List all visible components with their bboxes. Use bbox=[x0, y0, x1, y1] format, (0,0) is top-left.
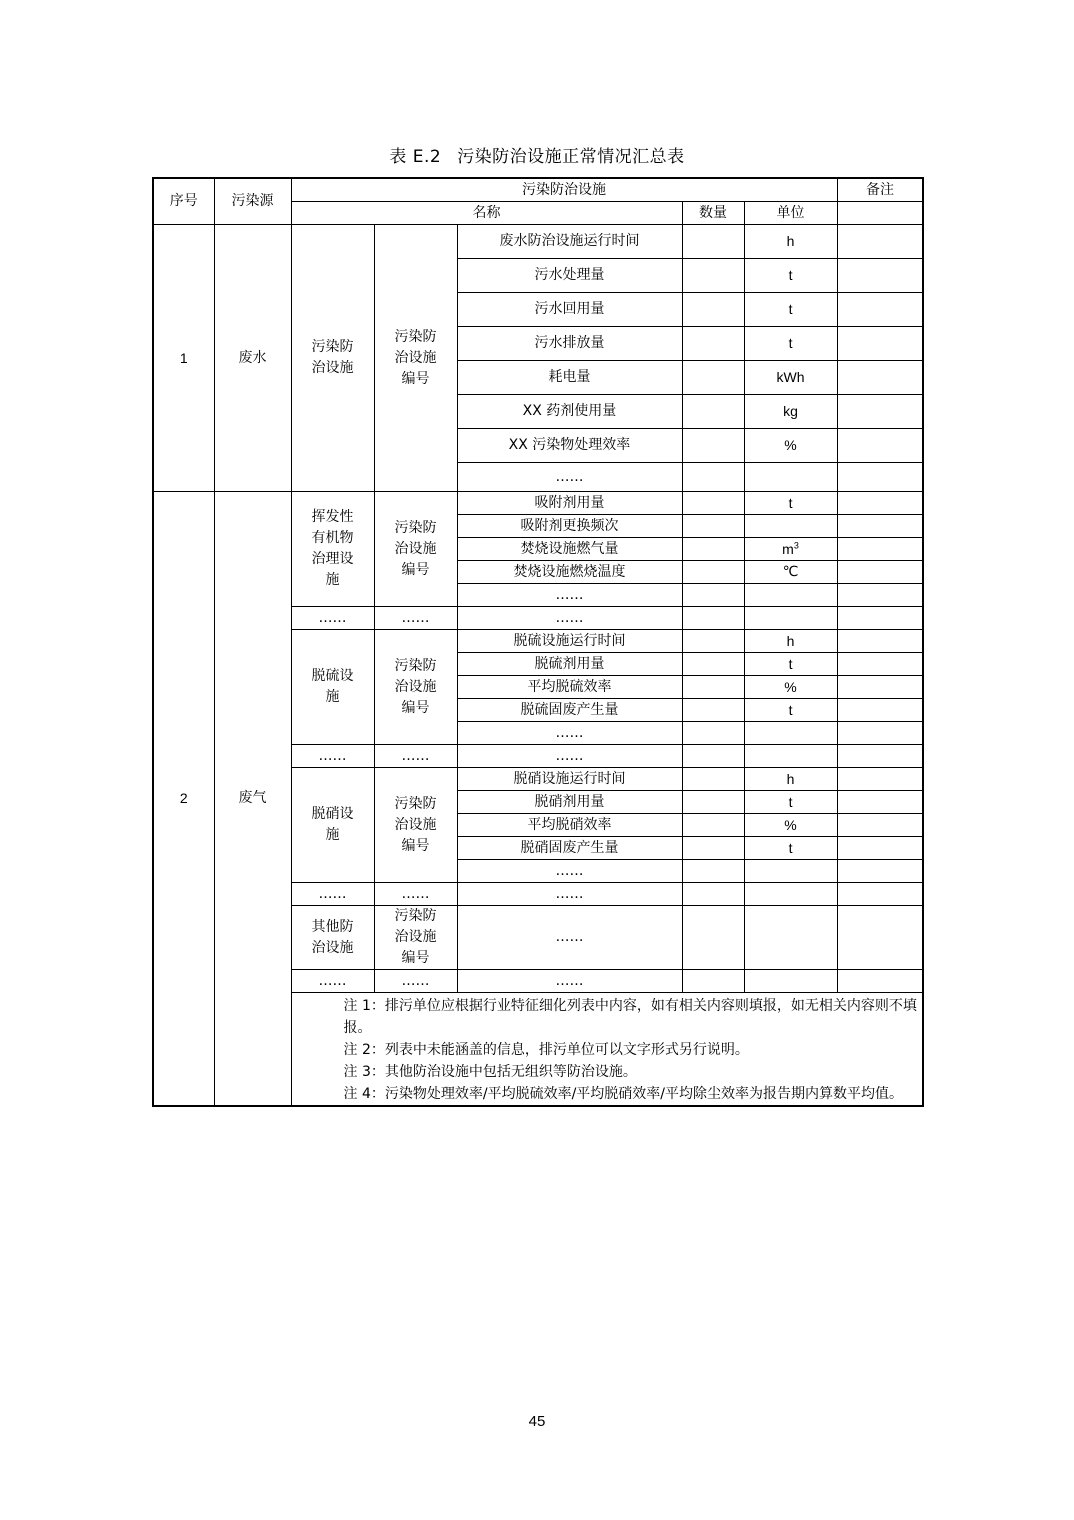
item-name: 焚烧设施燃气量 bbox=[457, 538, 682, 561]
item-name: …… bbox=[457, 906, 682, 970]
item-remark bbox=[837, 561, 923, 584]
item-qty bbox=[682, 538, 744, 561]
table-title bbox=[0, 142, 1074, 167]
item-unit: h bbox=[744, 225, 837, 259]
item-name: 脱硫设施运行时间 bbox=[457, 630, 682, 653]
gas-source: 废气 bbox=[214, 492, 291, 1107]
item-unit bbox=[744, 584, 837, 607]
item-remark bbox=[837, 259, 923, 293]
item-unit bbox=[744, 906, 837, 970]
header-name: 名称 bbox=[291, 202, 682, 225]
item-unit: t bbox=[744, 259, 837, 293]
item-remark bbox=[837, 492, 923, 515]
desulf-facility: 脱硫设施 bbox=[291, 630, 374, 745]
header-qty: 数量 bbox=[682, 202, 744, 225]
item-qty bbox=[682, 607, 744, 630]
ellipsis-cell: …… bbox=[291, 883, 374, 906]
item-unit bbox=[744, 970, 837, 993]
item-name: …… bbox=[457, 463, 682, 492]
item-remark bbox=[837, 883, 923, 906]
item-name: 吸附剂用量 bbox=[457, 492, 682, 515]
item-unit: h bbox=[744, 768, 837, 791]
item-unit bbox=[744, 883, 837, 906]
item-unit: t bbox=[744, 653, 837, 676]
item-name: XX 污染物处理效率 bbox=[457, 429, 682, 463]
item-qty bbox=[682, 722, 744, 745]
item-qty bbox=[682, 225, 744, 259]
item-remark bbox=[837, 429, 923, 463]
note-2: 注 2：列表中未能涵盖的信息，排污单位可以文字形式另行说明。 bbox=[343, 1042, 749, 1058]
other-facility: 其他防治设施 bbox=[291, 906, 374, 970]
item-remark bbox=[837, 361, 923, 395]
header-remark-empty bbox=[837, 202, 923, 225]
item-remark bbox=[837, 676, 923, 699]
water-code: 污染防治设施编号 bbox=[374, 225, 457, 492]
ellipsis-cell: …… bbox=[291, 607, 374, 630]
item-qty bbox=[682, 970, 744, 993]
item-unit: t bbox=[744, 327, 837, 361]
item-name: 平均脱硝效率 bbox=[457, 814, 682, 837]
unit-superscript: 3 bbox=[793, 539, 799, 550]
notes-cell bbox=[291, 993, 923, 1107]
item-remark bbox=[837, 814, 923, 837]
water-seq: 1 bbox=[153, 225, 214, 492]
item-unit: h bbox=[744, 630, 837, 653]
item-qty bbox=[682, 463, 744, 492]
header-remark: 备注 bbox=[837, 178, 923, 202]
item-qty bbox=[682, 791, 744, 814]
item-unit: % bbox=[744, 676, 837, 699]
unit-base: m bbox=[782, 540, 794, 557]
table-row bbox=[153, 225, 923, 259]
item-remark bbox=[837, 699, 923, 722]
ellipsis-cell: …… bbox=[457, 970, 682, 993]
water-source: 废水 bbox=[214, 225, 291, 492]
item-remark bbox=[837, 515, 923, 538]
item-qty bbox=[682, 492, 744, 515]
item-remark bbox=[837, 768, 923, 791]
table-row bbox=[153, 492, 923, 515]
voc-facility: 挥发性有机物治理设施 bbox=[291, 492, 374, 607]
header-source: 污染源 bbox=[214, 178, 291, 225]
header-seq: 序号 bbox=[153, 178, 214, 225]
voc-code: 污染防治设施编号 bbox=[374, 492, 457, 607]
item-remark bbox=[837, 327, 923, 361]
header-unit: 单位 bbox=[744, 202, 837, 225]
item-remark bbox=[837, 722, 923, 745]
item-unit: kWh bbox=[744, 361, 837, 395]
item-remark bbox=[837, 225, 923, 259]
item-remark bbox=[837, 837, 923, 860]
item-qty bbox=[682, 699, 744, 722]
item-remark bbox=[837, 293, 923, 327]
item-name: 脱硝剂用量 bbox=[457, 791, 682, 814]
item-unit bbox=[744, 607, 837, 630]
item-unit bbox=[744, 722, 837, 745]
item-remark bbox=[837, 463, 923, 492]
item-name: 吸附剂更换频次 bbox=[457, 515, 682, 538]
item-unit bbox=[744, 515, 837, 538]
item-qty bbox=[682, 768, 744, 791]
item-qty bbox=[682, 259, 744, 293]
denitr-code: 污染防治设施编号 bbox=[374, 768, 457, 883]
ellipsis-cell: …… bbox=[374, 970, 457, 993]
item-qty bbox=[682, 293, 744, 327]
item-remark bbox=[837, 630, 923, 653]
item-unit: ℃ bbox=[744, 561, 837, 584]
item-name: …… bbox=[457, 722, 682, 745]
item-unit: t bbox=[744, 837, 837, 860]
item-qty bbox=[682, 630, 744, 653]
other-code: 污染防治设施编号 bbox=[374, 906, 457, 970]
item-unit: t bbox=[744, 293, 837, 327]
item-remark bbox=[837, 653, 923, 676]
ellipsis-cell: …… bbox=[374, 745, 457, 768]
item-qty bbox=[682, 745, 744, 768]
item-qty bbox=[682, 883, 744, 906]
item-name: XX 药剂使用量 bbox=[457, 395, 682, 429]
item-qty bbox=[682, 361, 744, 395]
item-remark bbox=[837, 745, 923, 768]
item-qty bbox=[682, 860, 744, 883]
item-unit bbox=[744, 538, 837, 561]
item-name: 平均脱硫效率 bbox=[457, 676, 682, 699]
item-unit bbox=[744, 745, 837, 768]
ellipsis-cell: …… bbox=[374, 607, 457, 630]
item-unit: t bbox=[744, 791, 837, 814]
item-name: 污水处理量 bbox=[457, 259, 682, 293]
item-unit: t bbox=[744, 699, 837, 722]
water-facility: 污染防治设施 bbox=[291, 225, 374, 492]
gas-seq: 2 bbox=[153, 492, 214, 1107]
item-name: 脱硝设施运行时间 bbox=[457, 768, 682, 791]
item-name: 脱硝固废产生量 bbox=[457, 837, 682, 860]
item-qty bbox=[682, 395, 744, 429]
item-remark bbox=[837, 584, 923, 607]
item-name: 污水回用量 bbox=[457, 293, 682, 327]
header-row-1 bbox=[153, 178, 923, 202]
ellipsis-cell: …… bbox=[457, 607, 682, 630]
item-name: …… bbox=[457, 584, 682, 607]
facility-summary-table bbox=[152, 177, 924, 1107]
item-remark bbox=[837, 906, 923, 970]
item-name: 耗电量 bbox=[457, 361, 682, 395]
ellipsis-cell: …… bbox=[374, 883, 457, 906]
item-qty bbox=[682, 837, 744, 860]
item-remark bbox=[837, 970, 923, 993]
denitr-facility: 脱硝设施 bbox=[291, 768, 374, 883]
note-1: 注 1：排污单位应根据行业特征细化列表中内容，如有相关内容则填报，如无相关内容则不填报。 bbox=[343, 998, 917, 1036]
item-qty bbox=[682, 327, 744, 361]
item-qty bbox=[682, 676, 744, 699]
item-remark bbox=[837, 395, 923, 429]
note-3: 注 3：其他防治设施中包括无组织等防治设施。 bbox=[343, 1064, 637, 1080]
ellipsis-cell: …… bbox=[457, 883, 682, 906]
item-name: 脱硫固废产生量 bbox=[457, 699, 682, 722]
item-remark bbox=[837, 538, 923, 561]
item-unit bbox=[744, 860, 837, 883]
ellipsis-cell: …… bbox=[291, 970, 374, 993]
ellipsis-cell: …… bbox=[457, 745, 682, 768]
table-caption: 污染防治设施正常情况汇总表 bbox=[457, 147, 685, 167]
header-facility: 污染防治设施 bbox=[291, 178, 837, 202]
item-qty bbox=[682, 653, 744, 676]
ellipsis-cell: …… bbox=[291, 745, 374, 768]
item-remark bbox=[837, 791, 923, 814]
table-number: 表 E.2 bbox=[389, 147, 442, 167]
item-qty bbox=[682, 584, 744, 607]
item-name: 焚烧设施燃烧温度 bbox=[457, 561, 682, 584]
note-4: 注 4：污染物处理效率/平均脱硫效率/平均脱硝效率/平均除尘效率为报告期内算数平均值。 bbox=[343, 1086, 904, 1102]
item-qty bbox=[682, 814, 744, 837]
item-unit: t bbox=[744, 492, 837, 515]
item-unit: % bbox=[744, 429, 837, 463]
item-qty bbox=[682, 906, 744, 970]
page-number: 45 bbox=[528, 1413, 546, 1430]
item-name: 废水防治设施运行时间 bbox=[457, 225, 682, 259]
desulf-code: 污染防治设施编号 bbox=[374, 630, 457, 745]
item-qty bbox=[682, 561, 744, 584]
item-remark bbox=[837, 860, 923, 883]
item-name: 脱硫剂用量 bbox=[457, 653, 682, 676]
item-remark bbox=[837, 607, 923, 630]
item-unit: % bbox=[744, 814, 837, 837]
item-qty bbox=[682, 515, 744, 538]
item-unit: kg bbox=[744, 395, 837, 429]
item-unit bbox=[744, 463, 837, 492]
item-name: 污水排放量 bbox=[457, 327, 682, 361]
item-qty bbox=[682, 429, 744, 463]
item-name: …… bbox=[457, 860, 682, 883]
